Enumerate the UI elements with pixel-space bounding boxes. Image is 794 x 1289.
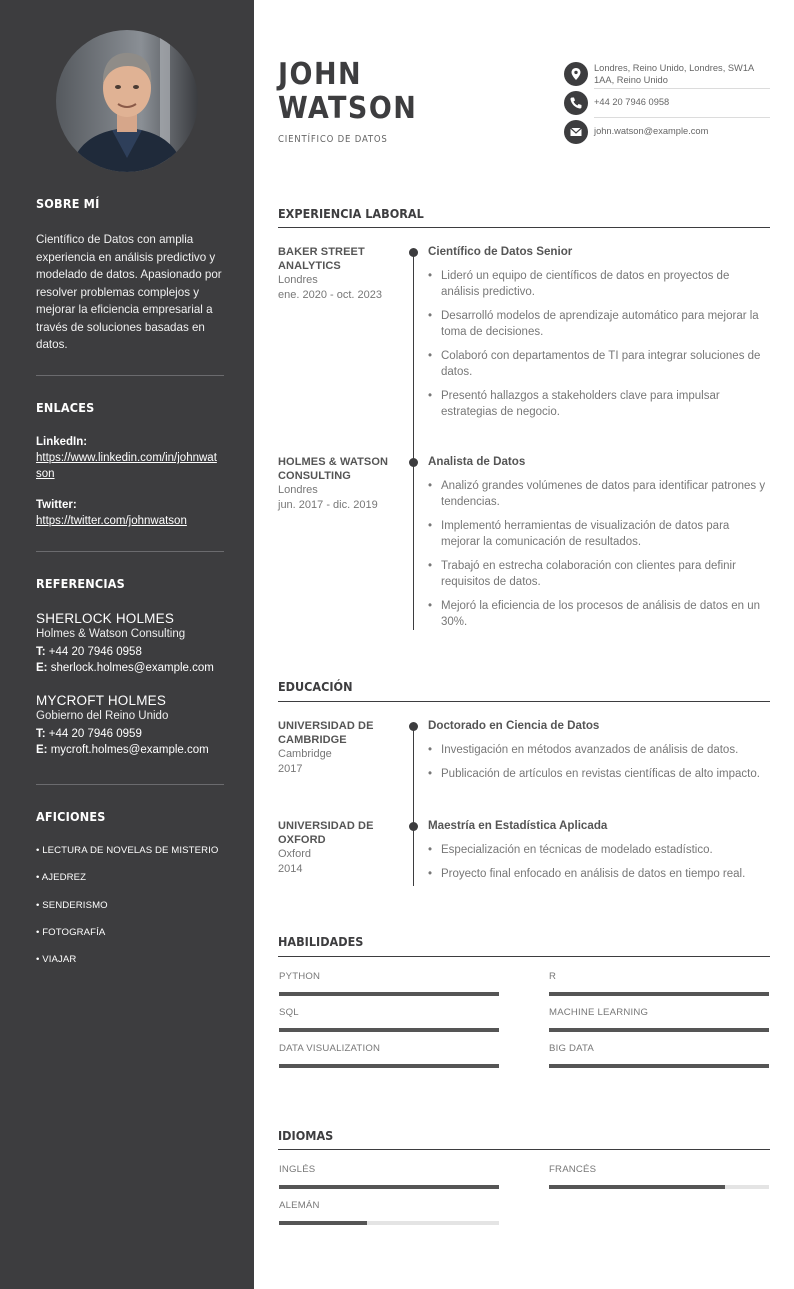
- about-section: [36, 196, 224, 211]
- skill-label: DATA VISUALIZATION: [279, 1043, 381, 1054]
- address-text: Londres, Reino Unido, Londres, SW1A 1AA, Reino Unido: [594, 63, 754, 85]
- linkedin-label: LinkedIn:: [36, 436, 88, 448]
- language-bar: [549, 1185, 769, 1189]
- skill-label: MACHINE LEARNING: [549, 1007, 649, 1018]
- section-divider: [278, 1149, 770, 1150]
- first-name: JOHN: [278, 57, 363, 92]
- reference-name: MYCROFT HOLMES: [36, 693, 167, 708]
- section-divider: [278, 701, 770, 702]
- hobbies-heading: AFICIONES: [36, 809, 106, 824]
- email-text[interactable]: john.watson@example.com: [594, 126, 709, 136]
- about-heading: SOBRE MÍ: [36, 196, 100, 211]
- org-place: Cambridge: [278, 748, 332, 760]
- references-heading: REFERENCIAS: [36, 576, 125, 591]
- reference-phone: +44 20 7946 0959: [48, 728, 142, 740]
- full-name: [278, 58, 417, 126]
- education-item: [428, 719, 770, 790]
- timeline-dot: [409, 722, 418, 731]
- links-heading: ENLACES: [36, 400, 95, 415]
- reference-email-label: E:: [36, 744, 48, 756]
- language-bar-fill: [549, 1185, 725, 1189]
- experience-heading: EXPERIENCIA LABORAL: [278, 206, 424, 221]
- job-bullet: • Mejoró la eficiencia de los procesos de análisis de datos en un 30%.: [428, 598, 770, 630]
- job-bullet: • Presentó hallazgos a stakeholders clave para impulsar estrategias de negocio.: [428, 388, 770, 420]
- reference-email[interactable]: mycroft.holmes@example.com: [50, 744, 209, 756]
- degree-bullets: [428, 842, 770, 882]
- job-bullets: [428, 478, 770, 630]
- job-bullets: [428, 268, 770, 420]
- linkedin-url[interactable]: https://www.linkedin.com/in/johnwatson: [36, 452, 217, 480]
- phone-icon: [564, 91, 588, 115]
- divider: [36, 784, 224, 785]
- org-dates: 2014: [278, 862, 303, 875]
- language-item: [279, 1164, 499, 1175]
- degree-bullet: • Publicación de artículos en revistas científicas de alto impacto.: [428, 766, 770, 782]
- timeline-dot: [409, 248, 418, 257]
- skill-bar: [279, 1028, 499, 1032]
- hobby-item: • VIAJAR: [36, 954, 77, 966]
- hobby-item: • FOTOGRAFÍA: [36, 926, 106, 938]
- phone-text: +44 20 7946 0958: [594, 97, 670, 107]
- hobby-item: • AJEDREZ: [36, 872, 87, 884]
- degree-title: Maestría en Estadística Aplicada: [428, 819, 608, 832]
- skill-bar: [549, 1028, 769, 1032]
- education-heading: EDUCACIÓN: [278, 679, 353, 694]
- hobbies-list: [36, 845, 224, 981]
- reference-email[interactable]: sherlock.holmes@example.com: [50, 662, 214, 674]
- reference-org: Gobierno del Reino Unido: [36, 710, 169, 722]
- skill-bar-fill: [549, 992, 769, 996]
- languages-heading: IDIOMAS: [278, 1128, 334, 1143]
- skill-item: [549, 971, 769, 982]
- timeline-line: [413, 726, 414, 886]
- language-label: FRANCÉS: [549, 1164, 597, 1175]
- degree-title: Doctorado en Ciencia de Datos: [428, 719, 600, 732]
- org-name: BAKER STREET ANALYTICS: [278, 246, 365, 272]
- org-place: Londres: [278, 274, 318, 286]
- contact-divider: [594, 117, 770, 118]
- org-dates: ene. 2020 - oct. 2023: [278, 288, 382, 301]
- education-org: [278, 819, 398, 876]
- link-twitter: [36, 499, 224, 529]
- hobby-item: • LECTURA DE NOVELAS DE MISTERIO: [36, 845, 219, 856]
- language-label: ALEMÁN: [279, 1200, 320, 1211]
- sidebar: [0, 0, 254, 1289]
- org-place: Oxford: [278, 848, 312, 860]
- skill-item: [279, 1043, 499, 1054]
- skill-bar: [549, 992, 769, 996]
- org-name: HOLMES & WATSON CONSULTING: [278, 456, 389, 482]
- timeline-line: [413, 252, 414, 630]
- degree-bullet: • Proyecto final enfocado en análisis de datos en tiempo real.: [428, 866, 770, 882]
- hobby-item: • SENDERISMO: [36, 899, 108, 911]
- org-dates: 2017: [278, 762, 303, 775]
- org-dates: jun. 2017 - dic. 2019: [278, 498, 378, 511]
- language-bar-fill: [279, 1185, 499, 1189]
- org-place: Londres: [278, 484, 318, 496]
- location-icon: [564, 62, 588, 86]
- experience-org: [278, 455, 398, 512]
- language-label: INGLÉS: [279, 1164, 316, 1175]
- language-item: [549, 1164, 769, 1175]
- reference-item: [36, 693, 224, 758]
- job-bullet: • Colaboró con departamentos de TI para integrar soluciones de datos.: [428, 348, 770, 380]
- last-name: WATSON: [278, 91, 418, 126]
- education-org: [278, 719, 398, 776]
- experience-item: [428, 245, 770, 428]
- language-bar-fill: [279, 1221, 367, 1225]
- skill-item: [549, 1007, 769, 1018]
- section-divider: [278, 956, 770, 957]
- link-linkedin: [36, 436, 224, 482]
- timeline-dot: [409, 822, 418, 831]
- about-text: Científico de Datos con amplia experiencia en análisis predictivo y modelado de datos. Apasionado por resolver problemas complejos y mejorar la eficiencia empresarial a través de soluciones basadas en datos.: [36, 233, 222, 351]
- skill-bar-fill: [279, 992, 499, 996]
- skill-label: SQL: [279, 1007, 299, 1018]
- job-bullet: • Lideró un equipo de científicos de datos en proyectos de análisis predictivo.: [428, 268, 770, 300]
- skill-label: PYTHON: [279, 971, 321, 982]
- language-item: [279, 1200, 499, 1211]
- degree-bullets: [428, 742, 770, 782]
- reference-phone: +44 20 7946 0958: [48, 646, 142, 658]
- experience-item: [428, 455, 770, 638]
- twitter-url[interactable]: https://twitter.com/johnwatson: [36, 515, 187, 527]
- divider: [36, 375, 224, 376]
- skill-bar: [279, 992, 499, 996]
- contact-divider: [594, 88, 770, 89]
- timeline-dot: [409, 458, 418, 467]
- language-bar: [279, 1221, 499, 1225]
- job-bullet: • Implementó herramientas de visualización de datos para mejorar la comunicación de resultados.: [428, 518, 770, 550]
- job-title: Analista de Datos: [428, 455, 526, 468]
- skill-bar-fill: [279, 1028, 499, 1032]
- skill-item: [279, 971, 499, 982]
- twitter-label: Twitter:: [36, 499, 77, 511]
- skill-bar: [549, 1064, 769, 1068]
- reference-phone-label: T:: [36, 646, 46, 658]
- reference-phone-label: T:: [36, 728, 46, 740]
- reference-email-label: E:: [36, 662, 48, 674]
- skill-item: [549, 1043, 769, 1054]
- job-title: Científico de Datos Senior: [428, 245, 573, 258]
- job-bullet: • Analizó grandes volúmenes de datos para identificar patrones y tendencias.: [428, 478, 770, 510]
- skill-bar-fill: [549, 1028, 769, 1032]
- job-bullet: • Trabajó en estrecha colaboración con clientes para definir requisitos de datos.: [428, 558, 770, 590]
- reference-org: Holmes & Watson Consulting: [36, 628, 186, 640]
- experience-org: [278, 245, 398, 302]
- reference-name: SHERLOCK HOLMES: [36, 611, 175, 626]
- language-bar: [279, 1185, 499, 1189]
- skill-item: [279, 1007, 499, 1018]
- skills-heading: HABILIDADES: [278, 934, 364, 949]
- org-name: UNIVERSIDAD DE CAMBRIDGE: [278, 720, 374, 746]
- skill-bar: [279, 1064, 499, 1068]
- job-role: CIENTÍFICO DE DATOS: [278, 134, 388, 145]
- org-name: UNIVERSIDAD DE OXFORD: [278, 820, 374, 846]
- degree-bullet: • Especialización en técnicas de modelado estadístico.: [428, 842, 770, 858]
- education-item: [428, 819, 770, 890]
- email-icon: [564, 120, 588, 144]
- divider: [36, 551, 224, 552]
- skill-label: R: [549, 971, 557, 982]
- skill-label: BIG DATA: [549, 1043, 594, 1054]
- job-bullet: • Desarrolló modelos de aprendizaje automático para mejorar la toma de decisiones.: [428, 308, 770, 340]
- reference-item: [36, 611, 224, 676]
- profile-photo: [56, 30, 198, 172]
- skill-bar-fill: [279, 1064, 499, 1068]
- skill-bar-fill: [549, 1064, 769, 1068]
- section-divider: [278, 227, 770, 228]
- degree-bullet: • Investigación en métodos avanzados de análisis de datos.: [428, 742, 770, 758]
